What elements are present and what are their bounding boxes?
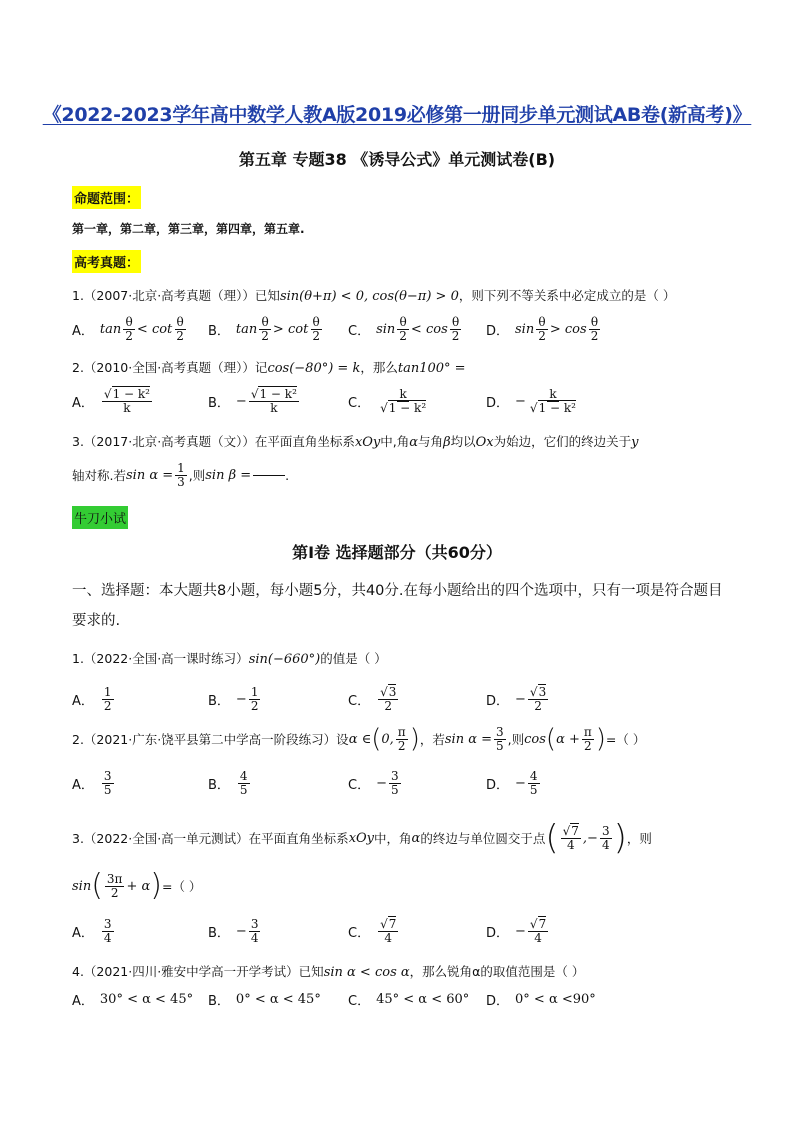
paren-left: ( xyxy=(91,868,103,903)
option-letter: A． xyxy=(72,323,94,339)
sign: − xyxy=(235,691,247,707)
option-letter: B． xyxy=(208,395,230,411)
gaokao-q2-condition: cos(−80°) = k xyxy=(267,361,361,376)
sign: − xyxy=(235,923,247,939)
option-letter: C． xyxy=(348,693,371,709)
sqrt-sign: √ xyxy=(529,684,538,699)
gaokao-q2-prefix: 2.（2010·全国·高考真题（理））记 xyxy=(72,360,268,375)
numerator: θ xyxy=(312,314,320,329)
paren-left: ( xyxy=(545,724,557,754)
fraction xyxy=(600,825,612,851)
option-b[interactable] xyxy=(208,986,321,1012)
fraction xyxy=(561,825,581,851)
radicand: 1 − k² xyxy=(259,386,297,401)
option-c[interactable] xyxy=(348,682,400,716)
sqrt-sign: √ xyxy=(562,823,571,838)
q3-stem xyxy=(72,818,652,858)
option-d[interactable] xyxy=(486,384,580,418)
fraction xyxy=(582,726,594,752)
xoy: xOy xyxy=(354,435,381,450)
numerator: 3π xyxy=(106,871,123,886)
text: =（ ） xyxy=(161,879,202,894)
option-text: 0° < α < 45° xyxy=(235,991,321,1007)
numerator xyxy=(528,686,548,700)
option-letter: C． xyxy=(348,777,371,793)
option-letter: C． xyxy=(348,323,371,339)
radicand: 3 xyxy=(388,684,397,699)
fn: cos xyxy=(425,321,448,337)
option-b[interactable] xyxy=(208,682,262,716)
radicand: 1 − k² xyxy=(388,400,427,415)
fraction xyxy=(123,316,135,342)
text: 4.（2021·四川·雅安中学高一开学考试）已知 xyxy=(72,964,324,979)
expr: sin(−660°) xyxy=(248,652,321,667)
fraction xyxy=(397,316,409,342)
numerator: 1 xyxy=(103,684,112,699)
fraction xyxy=(238,770,250,796)
q2-options xyxy=(72,766,732,800)
fraction xyxy=(249,918,261,944)
xoy: xOy xyxy=(348,830,375,846)
text: ，那么锐角α的取值范围是（ ） xyxy=(409,964,585,979)
option-c[interactable] xyxy=(348,914,400,948)
option-c[interactable] xyxy=(348,312,463,346)
alpha: α xyxy=(409,435,419,450)
fraction xyxy=(528,918,548,944)
numerator xyxy=(378,686,398,700)
option-letter: A． xyxy=(72,777,94,793)
fraction xyxy=(389,770,401,796)
numerator: k xyxy=(549,386,557,401)
option-letter: B． xyxy=(208,323,230,339)
option-letter: D． xyxy=(486,993,510,1009)
option-c[interactable] xyxy=(348,766,403,800)
q2-stem xyxy=(72,722,645,756)
radicand: 7 xyxy=(571,823,579,838)
numerator: θ xyxy=(399,314,407,329)
text: =（ ） xyxy=(605,732,646,747)
gaokao-q3-line2 xyxy=(72,460,289,490)
sqrt-sign: √ xyxy=(380,400,388,415)
option-letter: A． xyxy=(72,993,94,1009)
numerator: 3 xyxy=(496,724,504,739)
sin-alpha: sin α = xyxy=(125,467,174,483)
denominator: 3 xyxy=(177,474,185,489)
radicand: 1 − k² xyxy=(112,386,150,401)
denominator: 2 xyxy=(584,738,592,753)
cond: α ∈ xyxy=(348,731,372,747)
series-title: 《2022-2023学年高中数学人教A版2019必修第一册同步单元测试AB卷(新高考)》 xyxy=(42,104,752,126)
paren-right: ) xyxy=(613,818,627,858)
plus-alpha: + α xyxy=(126,878,151,894)
separator: ,− xyxy=(582,830,598,846)
fraction xyxy=(528,770,540,796)
numerator: θ xyxy=(590,314,599,329)
numerator: θ xyxy=(176,314,184,329)
numerator xyxy=(102,388,152,402)
y: y xyxy=(631,435,639,450)
gaokao-q1-prefix: 1.（2007·北京·高考真题（理））已知 xyxy=(72,288,280,303)
fn: cot xyxy=(287,321,309,337)
numerator: θ xyxy=(538,314,546,329)
q3-options xyxy=(72,914,732,948)
denominator: 4 xyxy=(250,930,259,945)
relation: < xyxy=(136,321,148,337)
sqrt-sign: √ xyxy=(103,386,112,401)
denominator: 2 xyxy=(399,328,407,343)
denominator: 2 xyxy=(397,738,406,753)
numerator: 3 xyxy=(601,823,610,838)
numerator: θ xyxy=(451,314,460,329)
numerator: θ xyxy=(125,314,133,329)
sin-beta: sin β = xyxy=(205,467,252,483)
option-text: 45° < α < 60° xyxy=(376,991,470,1007)
practice-label: 牛刀小试 xyxy=(72,506,128,529)
denominator: 2 xyxy=(534,698,542,713)
gaokao-q3-line1 xyxy=(72,432,638,450)
fraction xyxy=(259,316,271,342)
numerator: 3 xyxy=(250,916,259,931)
fraction xyxy=(528,686,548,712)
denominator: 2 xyxy=(125,328,133,343)
relation: > xyxy=(549,321,561,337)
option-b[interactable] xyxy=(208,914,262,948)
numerator: π xyxy=(397,724,406,739)
denominator xyxy=(378,402,428,415)
option-text: 0° < α <90° xyxy=(515,991,596,1007)
text: 均以 xyxy=(450,434,476,449)
option-letter: B． xyxy=(208,777,230,793)
option-letter: C． xyxy=(348,993,371,1009)
cos: cos xyxy=(524,731,546,747)
fraction xyxy=(102,770,114,796)
q4-options xyxy=(72,986,732,1012)
denominator: 2 xyxy=(110,885,119,900)
beta: β xyxy=(443,435,451,450)
denominator: 5 xyxy=(496,738,504,753)
fraction xyxy=(589,316,601,342)
text: ，若 xyxy=(419,732,445,747)
paren-left: ( xyxy=(371,724,382,754)
fn: tan xyxy=(99,321,122,337)
option-a[interactable] xyxy=(72,986,193,1012)
chapter-title: 第五章 专题38 《诱导公式》单元测试卷(B) xyxy=(238,150,556,169)
fn: cos xyxy=(564,321,587,337)
text: ,则 xyxy=(188,468,206,483)
sign: − xyxy=(235,393,247,409)
fraction xyxy=(378,388,428,414)
option-a[interactable] xyxy=(72,766,116,800)
denominator: 4 xyxy=(384,930,393,945)
denominator: 5 xyxy=(529,782,538,797)
denominator: 2 xyxy=(384,698,393,713)
option-c[interactable] xyxy=(348,384,430,418)
denominator: 2 xyxy=(590,328,599,343)
gaokao-q2-target: tan100° = xyxy=(397,361,466,376)
numerator: k xyxy=(399,386,407,401)
q1-stem xyxy=(72,649,387,667)
sign: − xyxy=(515,393,526,409)
option-letter: C． xyxy=(348,395,371,411)
text: ,则 xyxy=(507,732,525,747)
text: 为始边，它们的终边关于 xyxy=(493,434,632,449)
option-a[interactable] xyxy=(72,384,154,418)
text: 的值是（ ） xyxy=(320,651,387,666)
numerator: π xyxy=(583,724,592,739)
fraction xyxy=(378,918,398,944)
numerator: 3 xyxy=(390,768,399,783)
fraction xyxy=(174,316,186,342)
denominator: 4 xyxy=(103,930,112,945)
denominator: 2 xyxy=(312,328,320,343)
numerator: 3 xyxy=(103,916,112,931)
sin-alpha: sin α = xyxy=(444,731,492,747)
sqrt-sign: √ xyxy=(529,916,538,931)
option-letter: A． xyxy=(72,693,94,709)
sin: sin xyxy=(72,878,92,894)
fn: cot xyxy=(151,321,173,337)
denominator: 2 xyxy=(261,328,269,343)
text: 3.（2017·北京·高考真题（文））在平面直角坐标系 xyxy=(72,434,355,449)
gaokao-q1-options xyxy=(72,312,732,346)
numerator xyxy=(249,388,299,402)
gaokao-q2-options xyxy=(72,384,732,420)
denominator: 4 xyxy=(534,930,542,945)
radicand: 7 xyxy=(388,916,397,931)
option-letter: D． xyxy=(486,693,510,709)
denominator: 5 xyxy=(103,782,112,797)
gaokao-q1-suffix: ，则下列不等关系中必定成立的是（ ） xyxy=(458,288,676,303)
option-letter: D． xyxy=(486,925,510,941)
option-letter: D． xyxy=(486,323,510,339)
q1-options xyxy=(72,682,732,716)
alpha: α xyxy=(411,830,421,846)
fraction xyxy=(450,316,462,342)
radicand: 1 − k² xyxy=(538,400,576,415)
numerator: 1 xyxy=(177,460,185,475)
option-text: 30° < α < 45° xyxy=(99,991,194,1007)
sqrt-sign: √ xyxy=(380,916,388,931)
option-a[interactable] xyxy=(72,312,188,346)
paren-right: ) xyxy=(409,724,420,754)
q4-stem xyxy=(72,962,584,980)
denominator: 2 xyxy=(451,328,460,343)
section-intro: 一、选择题：本大题共8小题，每小题5分，共40分.在每小题给出的四个选项中，只有一项是符合题目要求的. xyxy=(72,583,723,629)
option-d[interactable] xyxy=(486,682,550,716)
numerator xyxy=(561,825,581,839)
q3-line2 xyxy=(72,868,201,904)
fraction xyxy=(378,686,398,712)
denominator: k xyxy=(123,400,131,415)
fraction xyxy=(175,462,187,488)
option-letter: B． xyxy=(208,925,230,941)
sqrt-sign: √ xyxy=(380,684,388,699)
option-letter: A． xyxy=(72,925,94,941)
fraction xyxy=(102,388,152,414)
fraction xyxy=(102,686,114,712)
sign: − xyxy=(515,775,526,791)
cos-arg: α + xyxy=(556,731,580,747)
fraction xyxy=(249,388,299,414)
text: 3.（2022·全国·高一单元测试）在平面直角坐标系 xyxy=(72,831,349,846)
text: . xyxy=(285,467,290,483)
option-d[interactable] xyxy=(486,766,542,800)
gaokao-q1-stem xyxy=(72,286,675,304)
denominator: k xyxy=(270,400,278,415)
cond: sin α < cos α xyxy=(323,965,410,980)
denominator: 4 xyxy=(601,837,610,852)
gaokao-q2-stem xyxy=(72,358,466,376)
section-title: 第Ⅰ卷 选择题部分（共60分） xyxy=(292,543,502,562)
radicand: 3 xyxy=(538,684,547,699)
text: 的终边与单位圆交于点 xyxy=(420,831,546,846)
fraction xyxy=(310,316,322,342)
option-b[interactable] xyxy=(208,766,252,800)
numerator: 4 xyxy=(239,768,248,783)
numerator: θ xyxy=(261,314,269,329)
text: 中,角 xyxy=(380,434,410,449)
option-letter: D． xyxy=(486,777,510,793)
option-c[interactable] xyxy=(348,986,469,1012)
ox: Ox xyxy=(475,435,494,450)
fraction xyxy=(249,686,261,712)
interval: 0, xyxy=(381,731,394,747)
scope-text: 第一章，第二章，第三章，第四章，第五章. xyxy=(72,222,305,236)
sign: − xyxy=(515,923,526,939)
sign: − xyxy=(515,691,526,707)
text: 轴对称.若 xyxy=(72,468,126,483)
text: 与角 xyxy=(418,434,444,449)
relation: < xyxy=(410,321,422,337)
numerator: 3 xyxy=(103,768,112,783)
fraction xyxy=(528,388,578,414)
option-b[interactable] xyxy=(208,312,324,346)
numerator xyxy=(528,918,548,932)
fraction xyxy=(494,726,506,752)
option-b[interactable] xyxy=(208,384,301,418)
denominator: 5 xyxy=(390,782,399,797)
sign: − xyxy=(376,775,387,791)
paren-right: ) xyxy=(150,868,162,903)
option-d[interactable] xyxy=(486,914,550,948)
numerator: 1 xyxy=(250,684,259,699)
denominator xyxy=(528,402,578,415)
text: 2.（2021·广东·饶平县第二中学高一阶段练习）设 xyxy=(72,732,349,747)
sqrt-sign: √ xyxy=(250,386,259,401)
fraction xyxy=(396,726,408,752)
denominator: 2 xyxy=(103,698,112,713)
option-letter: A． xyxy=(72,395,94,411)
option-letter: B． xyxy=(208,993,230,1009)
answer-blank[interactable] xyxy=(253,475,285,476)
gaokao-q1-condition: sin(θ+π) < 0, cos(θ−π) > 0 xyxy=(279,289,459,304)
fraction xyxy=(536,316,548,342)
option-d[interactable] xyxy=(486,312,602,346)
denominator: 2 xyxy=(538,328,546,343)
denominator: 2 xyxy=(176,328,184,343)
denominator: 4 xyxy=(566,837,575,852)
text: 中，角 xyxy=(374,831,412,846)
paren-left: ( xyxy=(545,818,559,858)
option-letter: B． xyxy=(208,693,230,709)
paren-right: ) xyxy=(595,724,606,754)
fraction xyxy=(102,918,114,944)
option-d[interactable] xyxy=(486,986,596,1012)
option-a[interactable] xyxy=(72,682,116,716)
fraction xyxy=(105,873,125,899)
option-letter: D． xyxy=(486,395,510,411)
fn: tan xyxy=(235,321,258,337)
text: ，则 xyxy=(626,831,652,846)
numerator xyxy=(378,918,398,932)
radicand: 7 xyxy=(538,916,547,931)
fn: sin xyxy=(376,321,396,337)
option-a[interactable] xyxy=(72,914,116,948)
gaokao-q2-mid: ，那么 xyxy=(360,360,398,375)
denominator: 2 xyxy=(250,698,259,713)
sqrt-sign: √ xyxy=(529,400,538,415)
relation: > xyxy=(272,321,284,337)
option-letter: C． xyxy=(348,925,371,941)
denominator: 5 xyxy=(239,782,248,797)
fn: sin xyxy=(515,321,535,337)
text: 1.（2022·全国·高一课时练习） xyxy=(72,651,249,666)
gaokao-label: 高考真题： xyxy=(72,250,141,273)
scope-label: 命题范围： xyxy=(72,186,141,209)
numerator: 4 xyxy=(529,768,538,783)
